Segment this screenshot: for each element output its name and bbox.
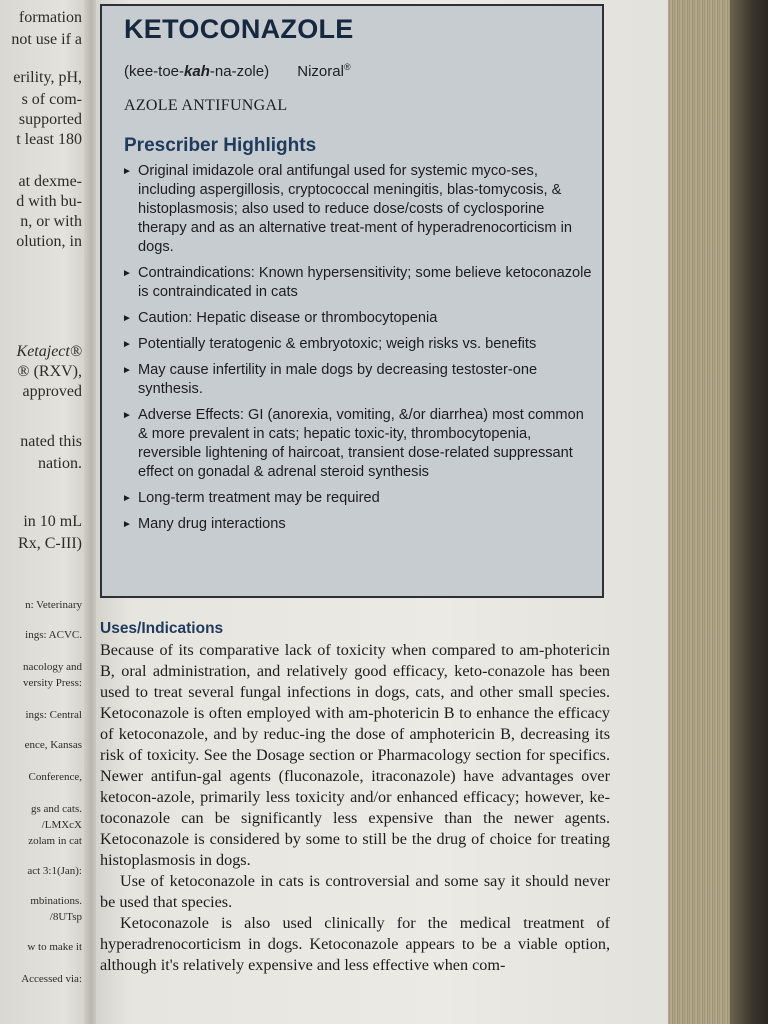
highlight-text: Adverse Effects: GI (anorexia, vomiting, &/or diarrhea) most common & more prevalent in cats; hepatic toxic-ity, thrombocytopenia, reversible lightening of haircoat, transient dose-related suppressant effect on gonadal & adrenal steroid synthesis (138, 407, 584, 480)
brand-name: Nizoral® (297, 62, 351, 80)
uses-indications-section (100, 618, 610, 976)
book-page-edges (668, 0, 768, 1024)
bullet-arrow-icon: ► (122, 410, 132, 421)
pronunciation: (kee-toe-kah-na-zole) (124, 63, 270, 80)
left-page-text-fragment: ings: Central (25, 709, 82, 721)
highlight-text: Potentially teratogenic & embryotoxic; weigh risks vs. benefits (138, 336, 537, 352)
highlight-text: Original imidazole oral antifungal used for systemic myco-ses, including aspergillosis, cryptococcal meningitis, blas-tomycosis, & histoplasmosis; also used to reduce dose/costs of cyclosporine therapy and as an alternative treat-ment of hyperadrenocorticism in dogs. (138, 163, 572, 255)
highlight-text: Many drug interactions (138, 516, 286, 532)
highlight-item (124, 309, 592, 328)
left-page-text-fragment: Rx, C-III) (18, 535, 82, 552)
highlight-item (124, 335, 592, 354)
left-page-text-fragment: gs and cats. (30, 803, 82, 815)
left-page-text-fragment: nated this (20, 433, 82, 450)
highlight-item (124, 489, 592, 508)
highlight-item (124, 264, 592, 302)
left-page-text-fragment: olution, in (16, 233, 82, 250)
left-page-text-fragment: s of com- (21, 91, 82, 108)
highlight-text: May cause infertility in male dogs by decreasing testoster-one synthesis. (138, 362, 538, 397)
paragraph: Ketoconazole is also used clinically for the medical treatment of hyperadrenocorticism in dogs. Ketoconazole appears to be a viable option, although it's relatively expensive and less effective when com- (100, 914, 610, 974)
left-page-text-fragment: n: Veterinary (25, 599, 82, 611)
left-page-text-fragment: formation (18, 9, 82, 26)
highlight-text: Contraindications: Known hypersensitivity; some believe ketoconazole is contraindicated in cats (138, 265, 592, 300)
left-page-text-fragment: t least 180 (16, 131, 82, 148)
left-page-text-fragment: Accessed via: (21, 973, 82, 985)
highlight-item (124, 515, 592, 534)
left-page-text-fragment: ® (RXV), (17, 363, 82, 380)
bullet-arrow-icon: ► (122, 339, 132, 350)
bullet-arrow-icon: ► (122, 365, 132, 376)
highlights-title: Prescriber Highlights (124, 135, 317, 156)
bullet-arrow-icon: ► (122, 493, 132, 504)
bullet-arrow-icon: ► (122, 519, 132, 530)
highlight-text: Long-term treatment may be required (138, 490, 380, 506)
left-page (0, 0, 92, 1024)
left-page-text-fragment: in 10 mL (23, 513, 82, 530)
highlight-item (124, 406, 592, 482)
left-page-text-fragment: Ketaject® (16, 343, 82, 360)
left-page-text-fragment: approved (22, 383, 82, 400)
left-page-text-fragment: w to make it (27, 941, 82, 953)
left-page-text-fragment: erility, pH, (13, 69, 82, 86)
left-page-text-fragment: /LMXcX (41, 819, 82, 831)
left-page-text-fragment: act 3:1(Jan): (27, 865, 82, 877)
bullet-arrow-icon: ► (122, 166, 132, 177)
left-page-text-fragment: /8UTsp (49, 911, 82, 923)
left-page-text-fragment: versity Press: (23, 677, 82, 689)
left-page-text-fragment: n, or with (20, 213, 82, 230)
highlight-text: Caution: Hepatic disease or thrombocytopenia (138, 310, 438, 326)
paragraph: Because of its comparative lack of toxicity when compared to am-photericin B, oral administration, and relatively good efficacy, keto-conazole has been used to treat several fungal infections in dogs, cats, and other small species. Ketoconazole is often employed with am-photericin B to enhance the efficacy of ketoconazole, and by reduc-ing the dose of amphotericin B, decreasing its risk of toxicity. See the Dosage section or Pharmacology section for specifics. Newer antifun-gal agents (fluconazole, itraconazole) have advantages over ketocon-azole, primarily less toxicity and/or enhanced efficacy; however, ke-toconazole can be significantly less expensive than the newer agents. Ketoconazole is considered by some to still be the drug of choice for treating histoplasmosis in dogs. (100, 641, 610, 869)
highlight-item (124, 361, 592, 399)
section-heading: Uses/Indications (100, 620, 224, 637)
left-page-text-fragment: at dexme- (18, 173, 82, 190)
left-page-text-fragment: nacology and (23, 661, 82, 673)
left-page-text-fragment: d with bu- (16, 193, 82, 210)
paragraph: Use of ketoconazole in cats is controversial and some say it should never be used that species. (100, 872, 610, 911)
left-page-text-fragment: zolam in cat (28, 835, 82, 847)
bullet-arrow-icon: ► (122, 268, 132, 279)
left-page-text-fragment: not use if a (11, 31, 82, 48)
pronunciation-row (124, 58, 602, 81)
highlights-list (124, 162, 592, 534)
left-page-text-fragment: nation. (38, 455, 82, 472)
left-page-text-fragment: Conference, (28, 771, 82, 783)
prescriber-highlights-box (100, 4, 604, 598)
drug-class: AZOLE ANTIFUNGAL (124, 97, 288, 114)
highlight-item (124, 162, 592, 257)
left-page-text-fragment: mbinations. (30, 895, 82, 907)
bullet-arrow-icon: ► (122, 313, 132, 324)
left-page-text-fragment: ings: ACVC. (25, 629, 82, 641)
left-page-text-fragment: supported (18, 111, 82, 128)
left-page-text-fragment: ence, Kansas (24, 739, 82, 751)
drug-name: KETOCONAZOLE (124, 14, 354, 44)
